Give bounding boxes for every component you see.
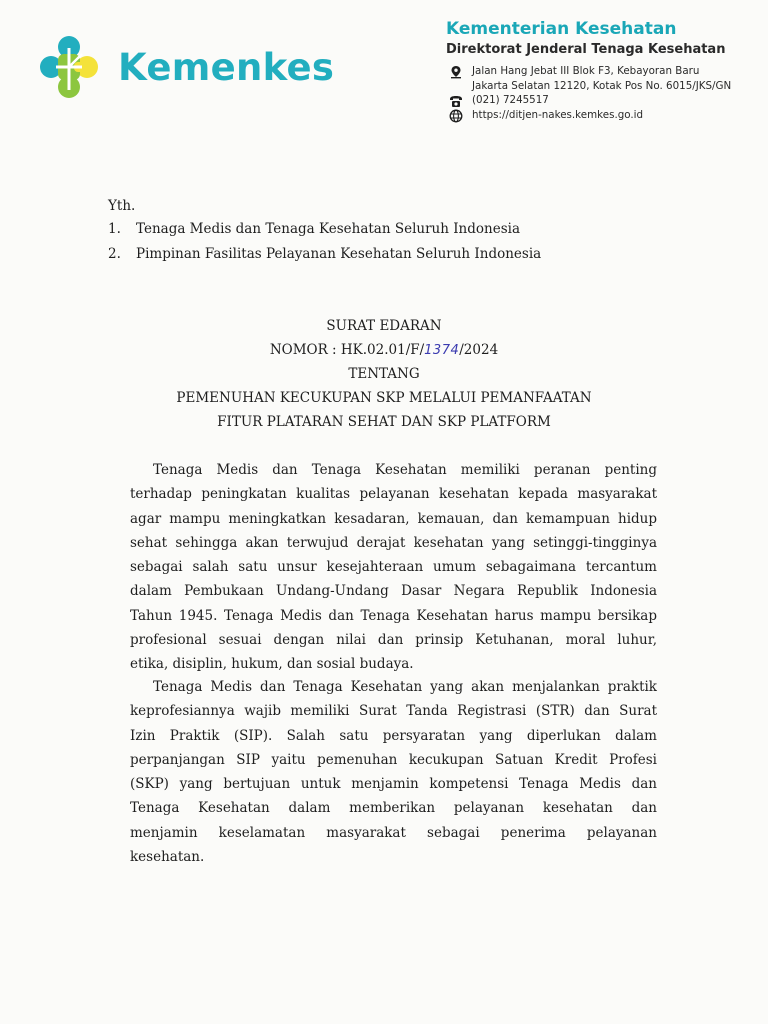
subject-line-2: FITUR PLATARAN SEHAT DAN SKP PLATFORM xyxy=(217,414,551,430)
recipient-number-1: 1. xyxy=(108,221,121,237)
paragraph-2-line: keprofesiannya wajib memiliki Surat Tanda Registrasi (STR) dan Surat xyxy=(130,703,657,720)
paragraph-1-line: agar mampu meningkatkan kesadaran, kemauan, dan kemampuan hidup xyxy=(130,510,657,527)
doc-number xyxy=(0,341,768,360)
subject-line-1: PEMENUHAN KECUKUPAN SKP MELALUI PEMANFAATAN xyxy=(176,390,592,406)
recipient-number-2: 2. xyxy=(108,246,121,262)
paragraph-1-line: profesional sesuai dengan nilai dan prinsip Ketuhanan, moral luhur, xyxy=(130,632,657,649)
salutation: Yth. xyxy=(108,198,136,214)
paragraph-1-line: Tahun 1945. Tenaga Medis dan Tenaga Kesehatan harus mampu bersikap xyxy=(130,607,657,624)
phone-number: (021) 7245517 xyxy=(472,94,549,106)
recipient-1: Tenaga Medis dan Tenaga Kesehatan Seluruh Indonesia xyxy=(136,221,520,237)
website-link[interactable]: https://ditjen-nakes.kemkes.go.id xyxy=(472,108,644,121)
kemenkes-logo-icon xyxy=(36,34,102,100)
paragraph-1-line: etika, disiplin, hukum, dan sosial budaya. xyxy=(130,656,414,673)
paragraph-2-line: menjamin keselamatan masyarakat sebagai penerima pelayanan xyxy=(130,824,657,841)
paragraph-2-line: perpanjangan SIP yaitu pemenuhan kecukupan Satuan Kredit Profesi xyxy=(130,751,657,768)
paragraph-2 xyxy=(130,675,657,869)
website-row xyxy=(446,108,758,123)
doc-number-handwritten: 1374 xyxy=(424,343,460,358)
address-line-1: Jalan Hang Jebat III Blok F3, Kebayoran Baru xyxy=(472,65,700,77)
paragraph-2-line: kesehatan. xyxy=(130,849,205,866)
paragraph-1-line: dalam Pembukaan Undang-Undang Dasar Negara Republik Indonesia xyxy=(130,583,657,600)
directorate-name: Direktorat Jenderal Tenaga Kesehatan xyxy=(446,42,726,57)
paragraph-1 xyxy=(130,458,657,677)
paragraph-2-line: Izin Praktik (SIP). Salah satu persyaratan yang diperlukan dalam xyxy=(130,727,657,744)
paragraph-1-line: Tenaga Medis dan Tenaga Kesehatan memiliki peranan penting xyxy=(153,462,657,478)
location-icon xyxy=(449,65,463,79)
phone-row xyxy=(446,93,758,108)
brand-wordmark: Kemenkes xyxy=(118,46,335,89)
paragraph-1-line: sebagai salah satu unsur kesejahteraan umum sebagaimana tercantum xyxy=(130,559,657,576)
doc-type: SURAT EDARAN xyxy=(326,318,442,334)
paragraph-2-line: Tenaga Kesehatan dalam memberikan pelayanan kesehatan dan xyxy=(130,800,657,817)
recipient-2: Pimpinan Fasilitas Pelayanan Kesehatan Seluruh Indonesia xyxy=(136,246,542,262)
address-row xyxy=(446,64,758,93)
paragraph-1-line: sehat sehingga akan terwujud derajat kesehatan yang setinggi-tingginya xyxy=(130,534,657,551)
doc-number-prefix: NOMOR : HK.02.01/F/ xyxy=(269,342,425,358)
doc-number-suffix: /2024 xyxy=(459,342,499,358)
paragraph-2-line: Tenaga Medis dan Tenaga Kesehatan yang akan menjalankan praktik xyxy=(153,679,657,695)
address-line-2: Jakarta Selatan 12120, Kotak Pos No. 6015/JKS/GN xyxy=(472,79,732,92)
paragraph-1-line: terhadap peningkatan kualitas pelayanan kesehatan kepada masyarakat xyxy=(130,486,657,503)
letterhead-info xyxy=(446,18,758,122)
ministry-name: Kementerian Kesehatan xyxy=(446,19,677,39)
globe-icon xyxy=(449,109,463,123)
paragraph-2-line: (SKP) yang bertujuan untuk menjamin kompetensi Tenaga Medis dan xyxy=(130,776,657,793)
phone-icon xyxy=(449,94,463,108)
about-label: TENTANG xyxy=(348,366,420,382)
